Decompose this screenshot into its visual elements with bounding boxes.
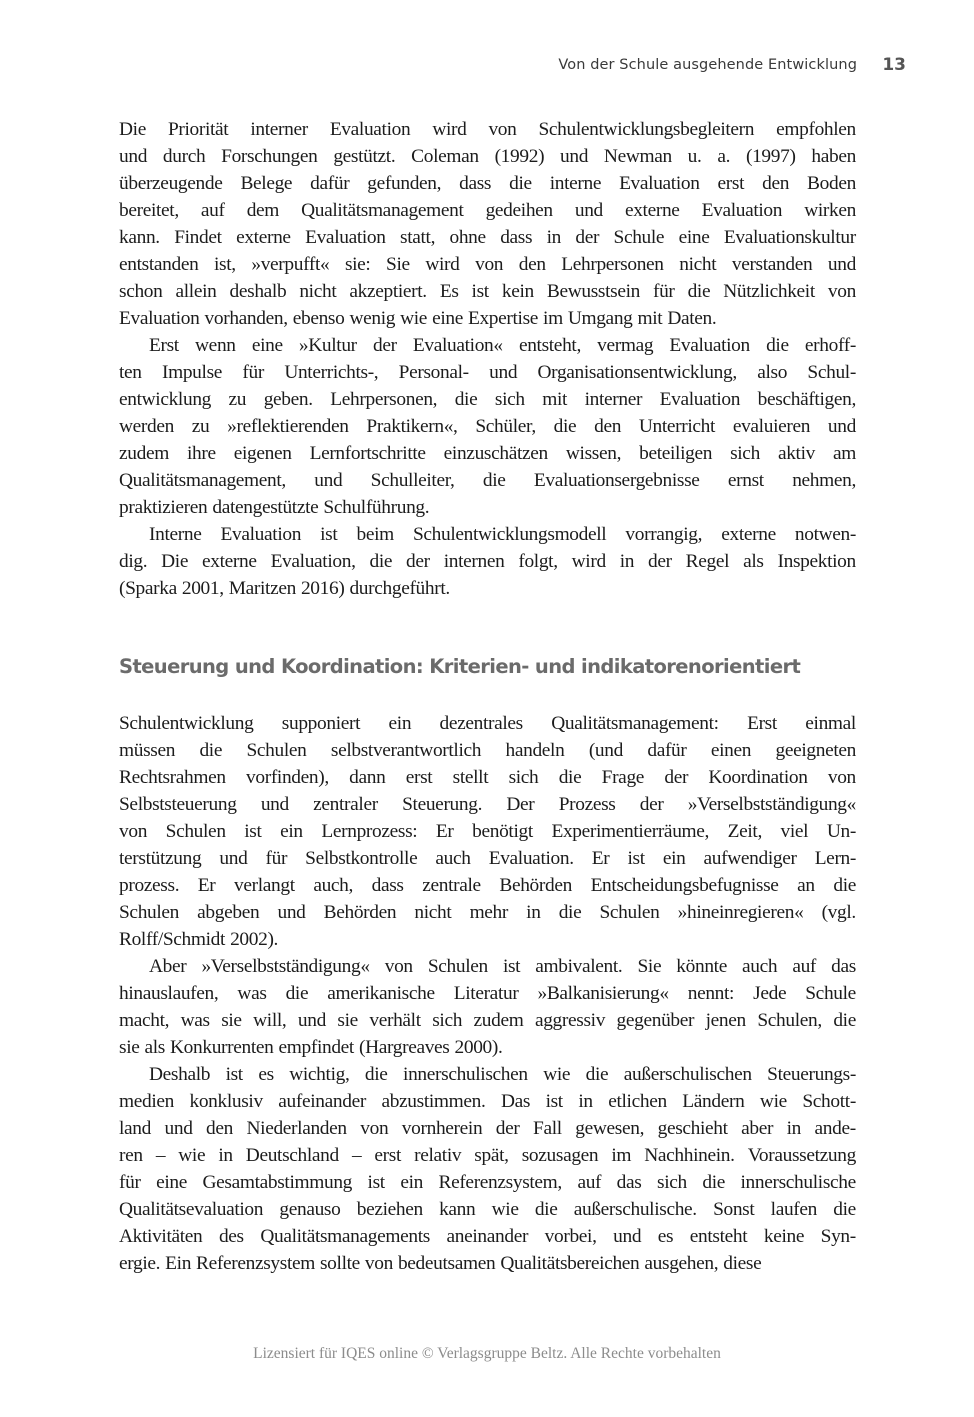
- text-line: terstützung und für Selbstkontrolle auch Evaluation. Er ist ein aufwendiger Lern-: [119, 848, 856, 869]
- paragraph: [119, 332, 856, 521]
- section-2-body: [119, 710, 856, 1277]
- text-line: Selbststeuerung und zentraler Steuerung. Der Prozess der »Verselbstständigung«: [119, 794, 856, 815]
- page-header: [0, 55, 974, 79]
- running-head: Von der Schule ausgehende Entwicklung: [558, 57, 857, 73]
- text-line: kann. Findet externe Evaluation statt, ohne dass in der Schule eine Evaluationskultur: [119, 227, 856, 248]
- text-line: Rolff/Schmidt 2002).: [119, 929, 279, 950]
- text-line: von Schulen ist ein Lernprozess: Er benötigt Experimentierräume, Zeit, viel Un-: [119, 821, 856, 842]
- text-line: dig. Die externe Evaluation, die der internen folgt, wird in der Regel als Inspektion: [119, 551, 856, 572]
- text-line: Schulen abgeben und Behörden nicht mehr in die Schulen »hineinregieren« (vgl.: [119, 902, 856, 923]
- text-line: zudem ihre eigenen Lernfortschritte einzuschätzen wissen, beteiligen sich aktiv am: [119, 443, 856, 464]
- paragraph: [119, 116, 856, 332]
- text-line: werden zu »reflektierenden Praktikern«, Schüler, die den Unterricht evaluieren und: [119, 416, 856, 437]
- text-line: und durch Forschungen gestützt. Coleman (1992) und Newman u. a. (1997) haben: [119, 146, 856, 167]
- section-1-body: [119, 116, 856, 602]
- text-line: ergie. Ein Referenzsystem sollte von bedeutsamen Qualitätsbereichen ausgehen, diese: [119, 1253, 762, 1274]
- text-line: Aktivitäten des Qualitätsmanagements aneinander vorbei, und es entsteht keine Syn-: [119, 1226, 856, 1247]
- text-line: Deshalb ist es wichtig, die innerschulischen wie die außerschulischen Steuerungs-: [149, 1064, 856, 1085]
- text-line: Interne Evaluation ist beim Schulentwicklungsmodell vorrangig, externe notwen-: [149, 524, 856, 545]
- text-line: für eine Gesamtabstimmung ist ein Referenzsystem, auf das sich die innerschulische: [119, 1172, 856, 1193]
- text-line: ten Impulse für Unterrichts-, Personal- und Organisationsentwicklung, also Schul-: [119, 362, 856, 383]
- license-footer: Lizensiert für IQES online © Verlagsgruppe Beltz. Alle Rechte vorbehalten: [253, 1345, 721, 1362]
- text-line: medien konklusiv aufeinander abzustimmen. Das ist in etlichen Ländern wie Schott-: [119, 1091, 856, 1112]
- text-line: Erst wenn eine »Kultur der Evaluation« entsteht, vermag Evaluation die erhoff-: [149, 335, 856, 356]
- text-line: Qualitätsevaluation genauso beziehen kann wie die außerschulische. Sonst laufen die: [119, 1199, 856, 1220]
- paragraph: [119, 1061, 856, 1277]
- text-line: prozess. Er verlangt auch, dass zentrale Behörden Entscheidungsbefugnisse an die: [119, 875, 856, 896]
- text-line: Aber »Verselbstständigung« von Schulen ist ambivalent. Sie könnte auch auf das: [149, 956, 856, 977]
- section-heading: Steuerung und Koordination: Kriterien- und indikatorenorientiert: [119, 655, 801, 678]
- text-line: müssen die Schulen selbstverantwortlich handeln (und dafür einen geeigneten: [119, 740, 856, 761]
- text-line: Rechtsrahmen vorfinden), dann erst stellt sich die Frage der Koordination von: [119, 767, 856, 788]
- text-line: überzeugende Belege dafür gefunden, dass die interne Evaluation erst den Boden: [119, 173, 856, 194]
- text-line: land und den Niederlanden von vornherein der Fall gewesen, geschieht aber in ande-: [119, 1118, 856, 1139]
- text-line: Evaluation vorhanden, ebenso wenig wie eine Expertise im Umgang mit Daten.: [119, 308, 717, 329]
- page-number: 13: [882, 55, 906, 75]
- text-line: Schulentwicklung supponiert ein dezentrales Qualitätsmanagement: Erst einmal: [119, 713, 856, 734]
- text-line: entstanden ist, »verpufft« sie: Sie wird von den Lehrpersonen nicht verstanden und: [119, 254, 856, 275]
- text-line: hinauslaufen, was die amerikanische Literatur »Balkanisierung« nennt: Jede Schule: [119, 983, 856, 1004]
- paragraph: [119, 953, 856, 1061]
- text-line: (Sparka 2001, Maritzen 2016) durchgeführt.: [119, 578, 450, 599]
- text-line: Die Priorität interner Evaluation wird von Schulentwicklungsbegleitern empfohlen: [119, 119, 856, 140]
- text-line: entwicklung zu geben. Lehrpersonen, die sich mit interner Evaluation beschäftigen,: [119, 389, 856, 410]
- text-line: schon allein deshalb nicht akzeptiert. Es ist kein Bewusstsein für die Nützlichkeit von: [119, 281, 856, 302]
- text-line: ren – wie in Deutschland – erst relativ spät, sozusagen im Nachhinein. Voraussetzung: [119, 1145, 856, 1166]
- text-line: sie als Konkurrenten empfindet (Hargreaves 2000).: [119, 1037, 503, 1058]
- text-line: macht, was sie will, und sie verhält sich zudem aggressiv gegenüber jenen Schulen, die: [119, 1010, 856, 1031]
- text-line: praktizieren datengestützte Schulführung.: [119, 497, 430, 518]
- text-line: Qualitätsmanagement, und Schulleiter, die Evaluationsergebnisse ernst nehmen,: [119, 470, 856, 491]
- text-line: bereitet, auf dem Qualitätsmanagement gedeihen und externe Evaluation wirken: [119, 200, 856, 221]
- paragraph: [119, 710, 856, 953]
- paragraph: [119, 521, 856, 602]
